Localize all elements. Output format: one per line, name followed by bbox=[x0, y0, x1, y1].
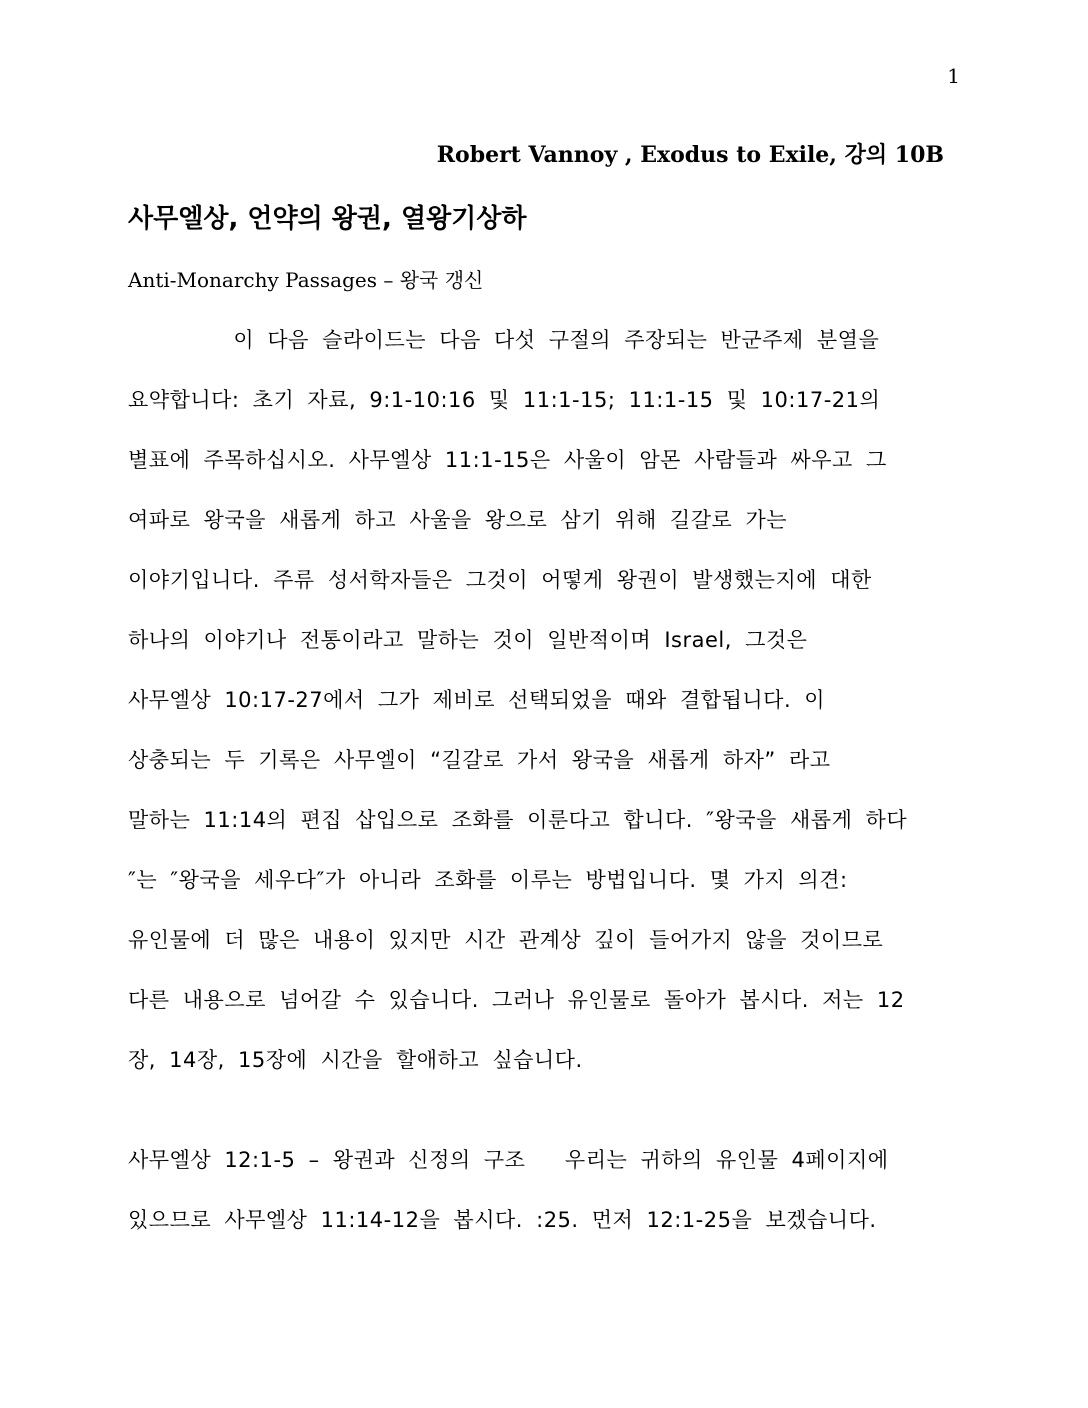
text-line: 이야기입니다. 주류 성서학자들은 그것이 어떻게 왕권이 발생했는지에 대한 bbox=[128, 568, 872, 592]
text-line: 다른 내용으로 넘어갈 수 있습니다. 그러나 유인물로 돌아가 봅시다. 저는 12 bbox=[128, 988, 905, 1012]
text-line: 장, 14장, 15장에 시간을 할애하고 싶습니다. bbox=[128, 1048, 583, 1072]
page-number: 1 bbox=[947, 64, 960, 88]
text-line: 요약합니다: 초기 자료, 9:1-10:16 및 11:1-15; 11:1-15 및 10:17-21의 bbox=[128, 388, 881, 412]
section-title: 사무엘상, 언약의 왕권, 열왕기상하 bbox=[128, 204, 527, 234]
text-line: 하나의 이야기나 전통이라고 말하는 것이 일반적이며 Israel, 그것은 bbox=[128, 628, 808, 652]
text-line: 상충되는 두 기록은 사무엘이 “길갈로 가서 왕국을 새롭게 하자” 라고 bbox=[128, 748, 831, 772]
text-line: 여파로 왕국을 새롭게 하고 사울을 왕으로 삼기 위해 길갈로 가는 bbox=[128, 508, 788, 532]
text-line: 있으므로 사무엘상 11:14-12을 봅시다. :25. 먼저 12:1-25을 보겠습니다. bbox=[128, 1208, 877, 1232]
subheading bbox=[128, 264, 483, 293]
text-line: ″는 ″왕국을 세우다″가 아니라 조화를 이루는 방법입니다. 몇 가지 의견: bbox=[128, 868, 848, 892]
text-line: 별표에 주목하십시오. 사무엘상 11:1-15은 사울이 암몬 사람들과 싸우고 그 bbox=[128, 448, 887, 472]
text-line: 말하는 11:14의 편집 삽입으로 조화를 이룬다고 합니다. ″왕국을 새롭게 하다 bbox=[128, 808, 908, 832]
text-line: 이 다음 슬라이드는 다음 다섯 구절의 주장되는 반군주제 분열을 bbox=[128, 328, 880, 352]
subheading-en: Anti-Monarchy Passages – bbox=[128, 268, 400, 292]
text-line: 유인물에 더 많은 내용이 있지만 시간 관계상 깊이 들어가지 않을 것이므로 bbox=[128, 928, 884, 952]
text-line: 사무엘상 12:1-5 – 왕권과 신정의 구조 우리는 귀하의 유인물 4페이지에 bbox=[128, 1148, 889, 1172]
text-line: 사무엘상 10:17-27에서 그가 제비로 선택되었을 때와 결합됩니다. 이 bbox=[128, 688, 826, 712]
subheading-ko: 왕국 갱신 bbox=[399, 268, 484, 292]
lecture-header: Robert Vannoy , Exodus to Exile, 강의 10B bbox=[436, 142, 944, 168]
